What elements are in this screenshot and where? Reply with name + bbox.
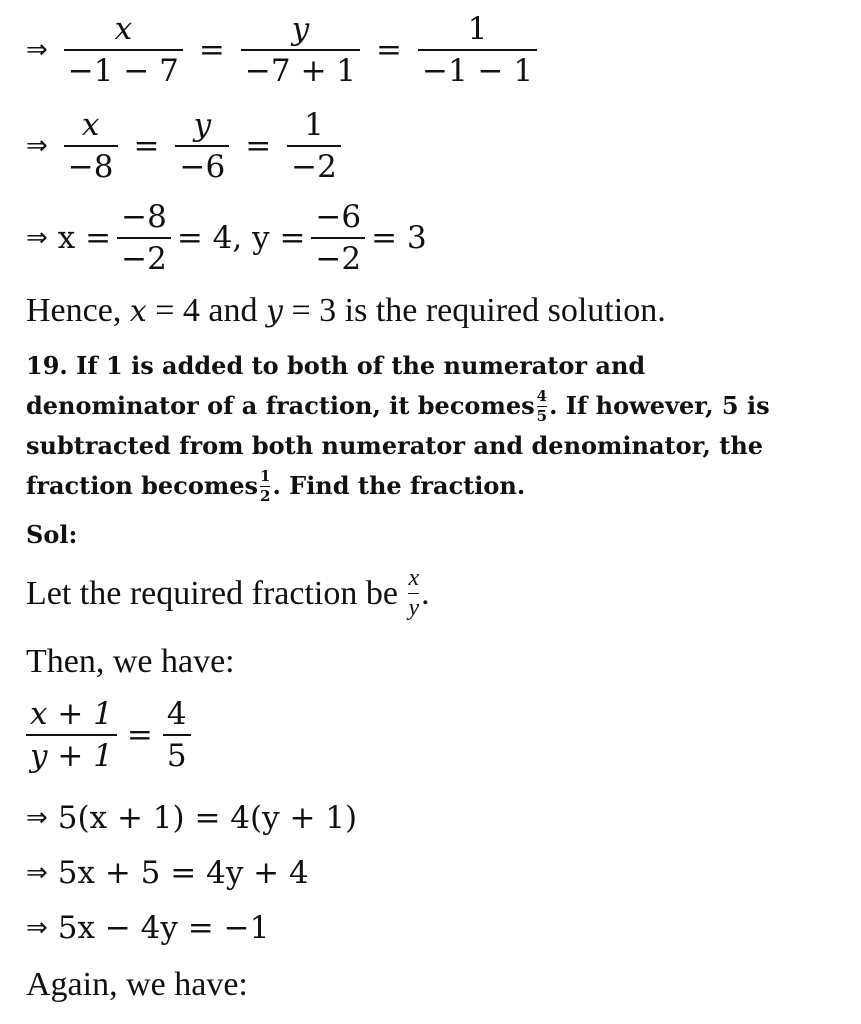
again-line	[26, 966, 248, 1004]
numerator: 1	[467, 11, 488, 47]
fraction	[287, 108, 341, 184]
numerator: 4	[536, 387, 548, 405]
equation-line-2	[26, 108, 347, 184]
equals-sign: =	[126, 717, 153, 754]
fraction	[241, 12, 360, 88]
numerator: 4	[166, 696, 187, 732]
question-text: 19. If 1 is added to both of the numerator and	[26, 351, 646, 380]
denominator: −2	[291, 149, 337, 186]
numerator: 1	[260, 467, 271, 485]
question-line	[26, 426, 836, 466]
denominator: −2	[315, 241, 362, 278]
numerator: y	[291, 11, 310, 47]
implies-arrow: ⇒	[26, 35, 48, 66]
denominator: −2	[121, 241, 167, 278]
numerator: 1	[304, 107, 324, 143]
numerator: −8	[121, 199, 167, 235]
text-segment: Again, we have:	[26, 966, 248, 1003]
question-19	[26, 346, 836, 506]
expression-text: = 4, y =	[176, 220, 306, 257]
fraction-bar	[64, 145, 118, 147]
fraction-bar	[241, 49, 360, 51]
variable-y: y	[266, 293, 283, 329]
fraction-bar	[117, 237, 171, 239]
equation-line-3	[26, 200, 427, 276]
solution-label	[26, 515, 77, 555]
numerator: x	[81, 107, 100, 143]
numerator: x	[408, 565, 420, 591]
denominator: −8	[67, 149, 114, 186]
step-expression: 5(x + 1) = 4(y + 1)	[57, 800, 358, 836]
text-segment: Then, we have:	[26, 643, 235, 680]
denominator: 5	[166, 738, 187, 775]
fraction	[117, 200, 171, 276]
fraction	[311, 200, 365, 276]
numerator: y	[193, 107, 212, 143]
denominator: −7 + 1	[244, 53, 356, 90]
denominator: −1 − 7	[67, 53, 179, 90]
question-text: fraction becomes	[26, 471, 258, 500]
numerator: x + 1	[30, 696, 113, 732]
step-expression: 5x − 4y = −1	[57, 910, 270, 946]
implies-arrow: ⇒	[26, 223, 48, 254]
implies-arrow: ⇒	[26, 803, 48, 833]
expression-text: = 3	[371, 220, 427, 257]
question-text: subtracted from both numerator and denominator, the	[26, 431, 764, 460]
fraction	[175, 108, 229, 184]
fraction-bar	[175, 145, 229, 147]
expression-text: x =	[57, 220, 112, 257]
let-line	[26, 566, 430, 621]
implies-arrow: ⇒	[26, 913, 48, 943]
equation-fraction-line	[20, 697, 197, 773]
implies-arrow: ⇒	[26, 858, 48, 888]
fraction-bar	[408, 593, 419, 594]
implies-arrow: ⇒	[26, 131, 48, 162]
conclusion-line	[26, 292, 666, 330]
fraction	[64, 108, 118, 184]
text-segment: = 3 is the required solution.	[291, 292, 666, 329]
inline-fraction	[537, 388, 547, 424]
denominator: −6	[179, 149, 226, 186]
fraction-bar	[64, 49, 183, 51]
denominator: y	[408, 595, 420, 622]
step-2	[26, 855, 309, 891]
denominator: 5	[536, 406, 548, 425]
text-segment: = 4 and	[155, 292, 258, 329]
fraction-bar	[26, 734, 117, 736]
question-text: . If however, 5 is	[549, 391, 770, 420]
fraction	[64, 12, 183, 88]
fraction	[418, 12, 537, 88]
numerator: −6	[315, 199, 362, 235]
question-line	[26, 466, 836, 506]
denominator: −1 − 1	[421, 53, 534, 90]
question-text: . Find the fraction.	[272, 471, 526, 500]
text-segment: Let the required fraction be	[26, 574, 398, 612]
step-1	[26, 800, 357, 836]
equals-sign: =	[133, 128, 160, 165]
equals-sign: =	[376, 32, 402, 69]
fraction-bar	[287, 145, 341, 147]
equals-sign: =	[245, 128, 272, 165]
step-3	[26, 910, 269, 946]
inline-fraction	[408, 566, 419, 621]
sol-text: Sol:	[26, 520, 78, 549]
question-text: denominator of a fraction, it becomes	[26, 391, 535, 420]
denominator: y + 1	[30, 738, 113, 775]
fraction	[26, 697, 117, 773]
then-line	[26, 643, 235, 681]
fraction-bar	[311, 237, 365, 239]
equation-line-1	[26, 12, 543, 88]
question-line	[26, 346, 836, 386]
step-expression: 5x + 5 = 4y + 4	[57, 855, 309, 891]
fraction-bar	[163, 734, 191, 736]
question-line	[26, 386, 836, 426]
text-segment: .	[421, 574, 430, 612]
equals-sign: =	[198, 32, 225, 69]
numerator: x	[114, 11, 133, 47]
variable-x: x	[129, 293, 147, 329]
text-segment: Hence,	[26, 292, 122, 329]
inline-fraction	[260, 468, 270, 504]
denominator: 2	[260, 486, 271, 505]
fraction	[163, 697, 191, 773]
fraction-bar	[418, 49, 537, 51]
